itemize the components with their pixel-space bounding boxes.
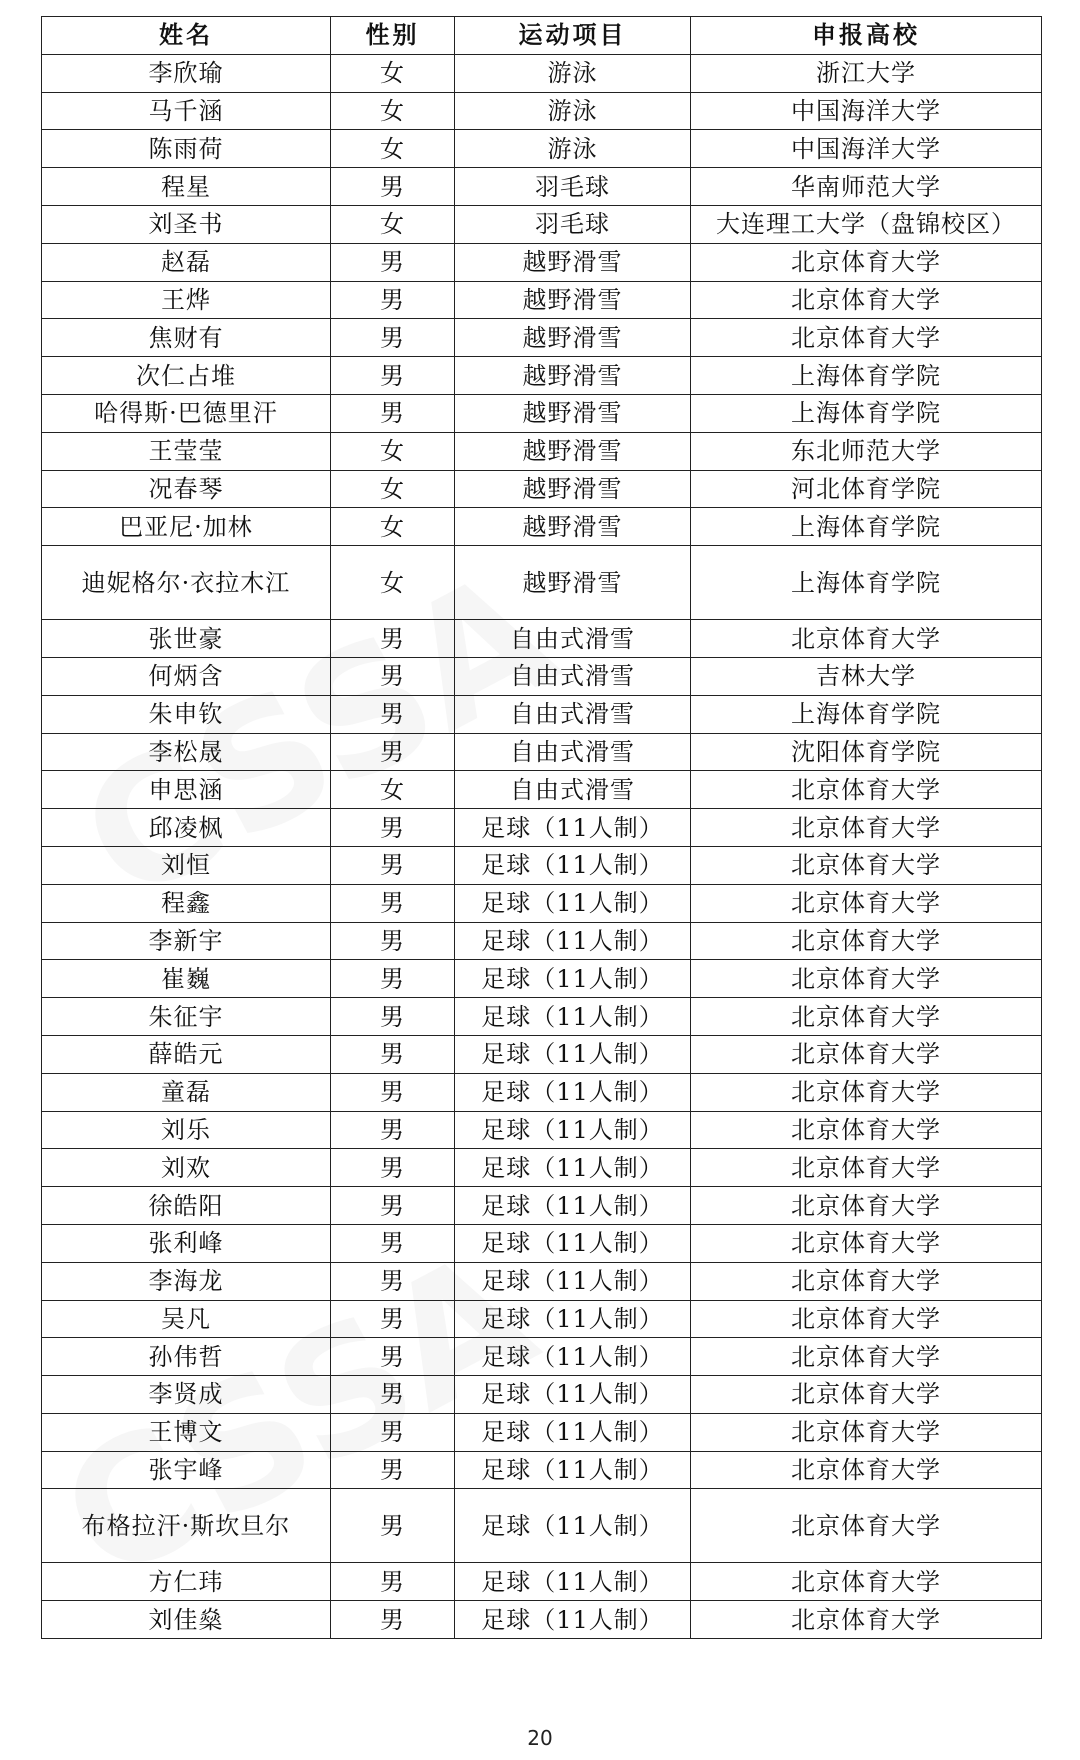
cell-gender: 男 [331,1035,455,1073]
cell-name: 李贤成 [42,1376,331,1414]
table-row [42,1338,1042,1376]
cell-sport: 足球（11人制） [455,1073,691,1111]
table-row [42,695,1042,733]
cell-gender: 男 [331,620,455,658]
table-row [42,1224,1042,1262]
cell-gender: 男 [331,884,455,922]
cell-sport: 足球（11人制） [455,809,691,847]
athlete-roster-table [41,16,1042,1639]
cell-university: 北京体育大学 [691,960,1042,998]
table-row [42,546,1042,620]
cell-sport: 自由式滑雪 [455,771,691,809]
cell-university: 北京体育大学 [691,1149,1042,1187]
cell-university: 上海体育学院 [691,394,1042,432]
cell-university: 北京体育大学 [691,1073,1042,1111]
cell-gender: 女 [331,432,455,470]
header-university: 申报高校 [691,17,1042,55]
cell-gender: 男 [331,1224,455,1262]
cell-name: 迪妮格尔·衣拉木江 [42,546,331,620]
cell-university: 北京体育大学 [691,1338,1042,1376]
cell-name: 陈雨荷 [42,130,331,168]
cell-name: 李欣瑜 [42,54,331,92]
table-row [42,960,1042,998]
table-row [42,1601,1042,1639]
table-row [42,1187,1042,1225]
cell-university: 中国海洋大学 [691,130,1042,168]
cell-gender: 男 [331,1489,455,1563]
cell-name: 况春琴 [42,470,331,508]
cell-name: 王烨 [42,281,331,319]
cell-university: 北京体育大学 [691,922,1042,960]
cell-university: 北京体育大学 [691,281,1042,319]
cell-university: 北京体育大学 [691,1187,1042,1225]
cell-name: 张宇峰 [42,1451,331,1489]
cell-name: 巴亚尼·加林 [42,508,331,546]
cell-university: 沈阳体育学院 [691,733,1042,771]
cell-university: 北京体育大学 [691,1300,1042,1338]
cell-university: 上海体育学院 [691,546,1042,620]
cell-university: 大连理工大学（盘锦校区） [691,205,1042,243]
cell-name: 方仁玮 [42,1563,331,1601]
cell-gender: 男 [331,998,455,1036]
table-row [42,1451,1042,1489]
cell-name: 刘佳燊 [42,1601,331,1639]
table-row [42,620,1042,658]
cell-university: 北京体育大学 [691,1451,1042,1489]
cell-university: 北京体育大学 [691,809,1042,847]
table-row [42,470,1042,508]
cell-gender: 男 [331,1563,455,1601]
cell-gender: 女 [331,54,455,92]
cell-sport: 足球（11人制） [455,1300,691,1338]
cell-gender: 男 [331,1376,455,1414]
cell-sport: 游泳 [455,92,691,130]
cell-gender: 男 [331,1413,455,1451]
cell-name: 程星 [42,168,331,206]
cell-sport: 足球（11人制） [455,960,691,998]
table-row [42,733,1042,771]
cell-sport: 羽毛球 [455,168,691,206]
table-row [42,998,1042,1036]
cell-gender: 女 [331,771,455,809]
cell-sport: 足球（11人制） [455,1224,691,1262]
cell-name: 童磊 [42,1073,331,1111]
cell-name: 刘欢 [42,1149,331,1187]
table-row [42,809,1042,847]
cell-name: 焦财有 [42,319,331,357]
cell-name: 邱凌枫 [42,809,331,847]
cell-university: 北京体育大学 [691,620,1042,658]
cell-sport: 游泳 [455,54,691,92]
cell-university: 北京体育大学 [691,1111,1042,1149]
table-row [42,92,1042,130]
cell-sport: 足球（11人制） [455,1563,691,1601]
table-row [42,130,1042,168]
cell-sport: 越野滑雪 [455,508,691,546]
cell-university: 华南师范大学 [691,168,1042,206]
cell-university: 东北师范大学 [691,432,1042,470]
cell-gender: 女 [331,130,455,168]
cell-university: 河北体育学院 [691,470,1042,508]
cell-gender: 男 [331,922,455,960]
cell-name: 张利峰 [42,1224,331,1262]
table-row [42,884,1042,922]
cell-university: 上海体育学院 [691,508,1042,546]
cell-sport: 足球（11人制） [455,1451,691,1489]
header-name: 姓名 [42,17,331,55]
cell-sport: 自由式滑雪 [455,695,691,733]
cell-sport: 越野滑雪 [455,432,691,470]
cell-name: 朱征宇 [42,998,331,1036]
cell-university: 北京体育大学 [691,884,1042,922]
table-row [42,1073,1042,1111]
cell-sport: 越野滑雪 [455,546,691,620]
cell-name: 申思涵 [42,771,331,809]
cell-gender: 男 [331,357,455,395]
cell-gender: 男 [331,168,455,206]
table-row [42,1489,1042,1563]
cell-name: 李海龙 [42,1262,331,1300]
cell-gender: 男 [331,657,455,695]
cell-university: 北京体育大学 [691,998,1042,1036]
table-row [42,281,1042,319]
cell-sport: 足球（11人制） [455,1338,691,1376]
cell-university: 中国海洋大学 [691,92,1042,130]
cell-name: 哈得斯·巴德里汗 [42,394,331,432]
cell-name: 刘恒 [42,846,331,884]
table-header-row [42,17,1042,55]
cell-university: 吉林大学 [691,657,1042,695]
cell-gender: 男 [331,809,455,847]
cell-name: 何炳含 [42,657,331,695]
cell-gender: 女 [331,546,455,620]
cell-gender: 男 [331,1111,455,1149]
table-row [42,1413,1042,1451]
cell-gender: 男 [331,281,455,319]
header-sport: 运动项目 [455,17,691,55]
table-row [42,432,1042,470]
cell-name: 王博文 [42,1413,331,1451]
cell-sport: 越野滑雪 [455,394,691,432]
page-number: 20 [527,1726,553,1750]
table-row [42,357,1042,395]
cell-university: 北京体育大学 [691,243,1042,281]
cell-gender: 男 [331,846,455,884]
cell-name: 徐皓阳 [42,1187,331,1225]
table-row [42,1376,1042,1414]
cell-university: 北京体育大学 [691,1035,1042,1073]
table-row [42,1149,1042,1187]
cell-university: 北京体育大学 [691,1413,1042,1451]
cell-gender: 男 [331,1149,455,1187]
table-row [42,319,1042,357]
table-row [42,168,1042,206]
table-row [42,657,1042,695]
table-row [42,1262,1042,1300]
cell-gender: 男 [331,1338,455,1376]
cell-sport: 越野滑雪 [455,243,691,281]
cell-name: 崔巍 [42,960,331,998]
cell-gender: 男 [331,243,455,281]
cell-name: 马千涵 [42,92,331,130]
cell-name: 吴凡 [42,1300,331,1338]
cell-sport: 足球（11人制） [455,1413,691,1451]
cell-university: 北京体育大学 [691,846,1042,884]
cell-gender: 男 [331,1187,455,1225]
table-body [42,54,1042,1638]
cell-sport: 越野滑雪 [455,357,691,395]
cell-sport: 足球（11人制） [455,998,691,1036]
cell-gender: 男 [331,1073,455,1111]
cell-sport: 足球（11人制） [455,922,691,960]
cell-gender: 男 [331,733,455,771]
cell-sport: 足球（11人制） [455,1262,691,1300]
table-row [42,846,1042,884]
cell-gender: 女 [331,92,455,130]
cell-university: 浙江大学 [691,54,1042,92]
cell-sport: 足球（11人制） [455,884,691,922]
cell-university: 北京体育大学 [691,319,1042,357]
table-row [42,771,1042,809]
cell-name: 赵磊 [42,243,331,281]
cell-university: 上海体育学院 [691,357,1042,395]
table-row [42,54,1042,92]
cell-name: 李新宇 [42,922,331,960]
cell-gender: 男 [331,319,455,357]
table-row [42,1563,1042,1601]
cell-name: 张世豪 [42,620,331,658]
cell-sport: 足球（11人制） [455,1187,691,1225]
cell-gender: 女 [331,508,455,546]
table-row [42,1300,1042,1338]
table-row [42,243,1042,281]
cell-gender: 男 [331,695,455,733]
table-row [42,508,1042,546]
cell-sport: 越野滑雪 [455,470,691,508]
cell-sport: 足球（11人制） [455,1376,691,1414]
cell-name: 刘圣书 [42,205,331,243]
cell-name: 薛皓元 [42,1035,331,1073]
cell-gender: 男 [331,1451,455,1489]
cell-sport: 足球（11人制） [455,1111,691,1149]
cell-university: 北京体育大学 [691,1601,1042,1639]
cell-sport: 越野滑雪 [455,319,691,357]
cell-university: 北京体育大学 [691,1563,1042,1601]
cell-sport: 足球（11人制） [455,1489,691,1563]
cell-gender: 女 [331,470,455,508]
cell-university: 北京体育大学 [691,1262,1042,1300]
header-gender: 性别 [331,17,455,55]
table-row [42,1111,1042,1149]
cell-sport: 游泳 [455,130,691,168]
cell-name: 李松晟 [42,733,331,771]
cell-name: 次仁占堆 [42,357,331,395]
cell-name: 程鑫 [42,884,331,922]
table-row [42,394,1042,432]
cell-sport: 足球（11人制） [455,1149,691,1187]
cell-name: 布格拉汗·斯坎旦尔 [42,1489,331,1563]
cell-gender: 男 [331,394,455,432]
cell-sport: 自由式滑雪 [455,657,691,695]
cell-gender: 男 [331,1601,455,1639]
cell-university: 北京体育大学 [691,1489,1042,1563]
cell-sport: 自由式滑雪 [455,733,691,771]
table-row [42,205,1042,243]
cell-university: 上海体育学院 [691,695,1042,733]
cell-name: 王莹莹 [42,432,331,470]
cell-university: 北京体育大学 [691,771,1042,809]
table-row [42,1035,1042,1073]
cell-name: 朱申钦 [42,695,331,733]
cell-sport: 足球（11人制） [455,1035,691,1073]
cell-sport: 越野滑雪 [455,281,691,319]
cell-name: 孙伟哲 [42,1338,331,1376]
cell-gender: 男 [331,1300,455,1338]
cell-sport: 羽毛球 [455,205,691,243]
cell-gender: 男 [331,1262,455,1300]
cell-gender: 男 [331,960,455,998]
cell-name: 刘乐 [42,1111,331,1149]
cell-sport: 足球（11人制） [455,846,691,884]
cell-sport: 自由式滑雪 [455,620,691,658]
cell-university: 北京体育大学 [691,1376,1042,1414]
cell-gender: 女 [331,205,455,243]
cell-sport: 足球（11人制） [455,1601,691,1639]
table-row [42,922,1042,960]
cell-university: 北京体育大学 [691,1224,1042,1262]
